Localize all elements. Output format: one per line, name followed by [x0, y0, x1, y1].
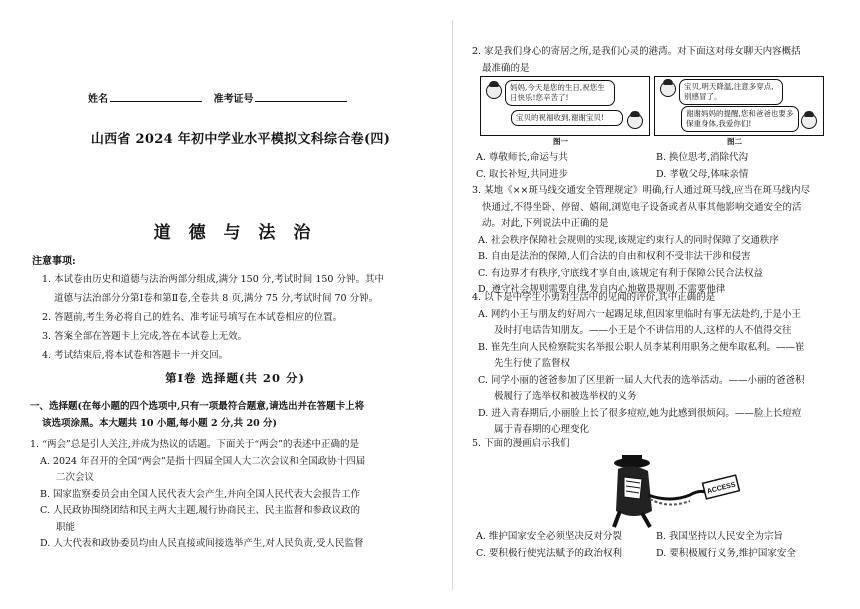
section-intro — [30, 398, 425, 432]
notice-list — [42, 271, 422, 366]
question-stem: 最准确的是 — [482, 62, 530, 74]
subject-title: 道 德 与 法 治 — [153, 223, 317, 243]
option-d: D. 人大代表和政协委员均由人民直接或间接选举产生,对人民负责,受人民监督 — [40, 538, 364, 549]
question-stem: 快通过,不得坐卧、停留、嬉闹,浏览电子设备或者从事其他影响交通安全的活 — [482, 201, 802, 213]
daughter-face-icon — [801, 113, 817, 129]
option-d: D. 要积极履行义务,维护国家安全 — [656, 548, 796, 559]
option-b: B. 崔先生向人民检察院实名举报公职人员李某利用职务之便牟取私利。——崔 — [478, 341, 805, 353]
column-divider — [452, 20, 453, 590]
notice-item: 1. 本试卷由历史和道德与法治两部分组成,满分 150 分,考试时间 150 分钟。其中 — [42, 274, 384, 285]
option-a: A. 2024 年召开的全国“两会”是指十四届全国人大二次会议和全国政协十四届 — [40, 455, 366, 467]
option-c: C. 要积极行使宪法赋予的政治权利 — [476, 548, 622, 559]
option-a: A. 网约小王与朋友约好周六一起踢足球,但因家里临时有事无法赴约,于是小王 — [478, 308, 801, 320]
question-5-stem: 5. 下面的漫画启示我们 — [472, 438, 570, 449]
section-intro-line: 该选项涂黑。本大题共 10 小题,每小题 2 分,共 20 分) — [42, 418, 278, 429]
question-2-options — [476, 149, 836, 183]
option-d: D. 进入青春期后,小丽脸上长了很多痘痘,她为此感到很烦闷。——脸上长痘痘 — [478, 407, 802, 419]
option-c: C. 同学小丽的爸爸参加了区里新一届人大代表的选举活动。——小丽的爸爸积 — [478, 374, 805, 386]
option-a-cont: 及时打电话告知朋友。——小王是个不讲信用的人,这样的人不值得交往 — [494, 325, 792, 336]
daughter-face-icon — [486, 83, 502, 99]
notice-item: 2. 答题前,考生务必将自己的姓名、准考证号填写在本试卷相应的位置。 — [42, 312, 343, 323]
cartoon-sign-text: ACCESS — [706, 481, 737, 496]
option-c: C. 取长补短,共同进步 — [476, 169, 568, 180]
question-stem: 2. 家是我们身心的寄居之所,是我们心灵的港湾。对下面这对母女聊天内容概括 — [472, 46, 801, 57]
mother-face-icon — [627, 113, 643, 129]
question-stem: 4. 以下是中学生小勇对生活中的见闻的评价,其中正确的是 — [472, 292, 716, 303]
comic-panel-1 — [480, 76, 650, 146]
question-2-stem — [472, 44, 837, 77]
exam-no-label: 准考证号 — [213, 94, 254, 105]
option-d-cont: 属于青春期的心理变化 — [494, 424, 590, 435]
speech-bubble: 妈妈,今天是您的生日,祝您生日快乐!您辛苦了! — [505, 80, 615, 106]
figure-caption: 图一 — [553, 137, 568, 146]
notice-title: 注意事项: — [32, 256, 76, 267]
option-a: A. 维护国家安全必须坚决反对分裂 — [476, 531, 622, 542]
mother-face-icon — [660, 81, 676, 97]
notice-item: 4. 考试结束后,将本试卷和答题卡一并交回。 — [42, 350, 229, 361]
part-title: 第Ⅰ卷 选择题(共 20 分) — [165, 371, 305, 385]
candidate-fields — [88, 90, 355, 105]
option-b: B. 我国坚持以人民安全为宗旨 — [656, 531, 784, 542]
option-c: C. 人民政协围绕团结和民主两大主题,履行协商民主、民主监督和参政议政的 — [40, 505, 360, 516]
speech-bubble: 宝贝,明天降温,注意多穿点,别感冒了。 — [679, 79, 783, 105]
option-c: C. 有边界才有秩序,守底线才享自由,该规定有利于保障公民合法权益 — [478, 267, 764, 279]
option-d: D. 遵守社会规则需要自律,发自内心地敬畏规则,不需要他律 — [478, 284, 726, 295]
option-c-cont: 极履行了选举权和被选举权的义务 — [494, 391, 637, 402]
notice-item: 3. 答案全部在答题卡上完成,答在本试卷上无效。 — [42, 331, 248, 342]
question-stem: 1. “两会”总是引人关注,并成为热议的话题。下面关于“两会”的表述中正确的是 — [30, 439, 360, 450]
name-label: 姓名 — [88, 94, 108, 105]
question-5-options — [476, 528, 836, 562]
question-1 — [30, 437, 425, 553]
option-b-cont: 先生行使了监督权 — [494, 358, 571, 369]
option-a: A. 尊敬师长,命运与共 — [476, 152, 568, 163]
question-stem: 动。对此,下列说法中正确的是 — [482, 218, 609, 229]
option-a: A. 社会秩序保障社会规则的实现,该规定约束行人的同时保障了交通秩序 — [478, 234, 779, 246]
exam-no-field[interactable] — [255, 92, 347, 102]
option-d: D. 孝敬父母,体味亲情 — [656, 169, 749, 180]
name-field[interactable] — [110, 92, 202, 102]
option-b: B. 国家监察委员会由全国人民代表大会产生,并向全国人民代表大会报告工作 — [40, 488, 361, 500]
comic-figure — [476, 76, 834, 146]
question-stem: 3. 某地《××斑马线交通安全管理规定》明确,行人通过斑马线,应当在斑马线内尽 — [472, 185, 811, 196]
notice-item: 道德与法治部分分第Ⅰ卷和第Ⅱ卷,全卷共 8 页,满分 75 分,考试时间 70 分钟。 — [54, 293, 379, 304]
question-4 — [472, 290, 837, 439]
option-a-cont: 二次会议 — [56, 472, 95, 483]
figure-caption: 图二 — [727, 137, 742, 146]
option-b: B. 自由是法治的保障,人们合法的自由和权利不受非法干涉和侵害 — [478, 251, 751, 262]
option-b: B. 换位思考,消除代沟 — [656, 152, 749, 163]
speech-bubble: 谢谢妈妈的提醒,您和爸爸也要多保重身体,我爱你们! — [681, 106, 799, 132]
exam-title: 山西省 2024 年初中学业水平模拟文科综合卷(四) — [90, 132, 391, 147]
speech-bubble: 宝贝的祝福收到,谢谢宝贝! — [511, 110, 623, 126]
question-3 — [472, 183, 837, 299]
option-c-cont: 职能 — [56, 521, 76, 533]
section-intro-line: 一、选择题(在每小题的四个选项中,只有一项最符合题意,请选出并在答题卡上将 — [30, 401, 365, 412]
comic-panel-2 — [654, 76, 824, 146]
spy-cartoon-image — [590, 455, 740, 530]
